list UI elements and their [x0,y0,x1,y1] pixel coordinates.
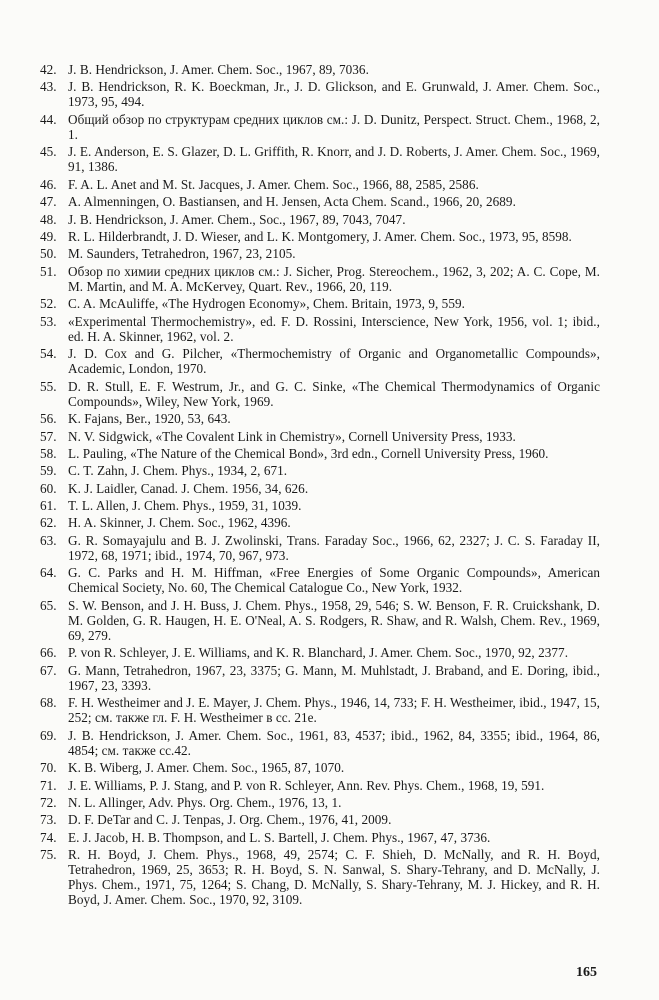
reference-text: S. W. Benson, and J. H. Buss, J. Chem. Phys., 1958, 29, 546; S. W. Benson, F. R. Cruickshank, D. M. Golden, G. R. Haugen, H. E. O'Neal, A. S. Rodgers, R. Shaw, and R. Walsh, Chem. Rev., 1969, 69, 279. [68,597,600,644]
reference-number: 50. [40,246,57,262]
reference-text: J. D. Cox and G. Pilcher, «Thermochemistry of Organic and Organometallic Compounds», Academic, London, 1970. [68,346,600,377]
reference-item [36,411,600,426]
reference-item [36,695,600,725]
reference-number: 59. [40,463,57,479]
reference-number: 69. [40,727,57,743]
reference-item [36,194,600,209]
reference-item [36,229,600,244]
reference-item [36,760,600,775]
reference-number: 62. [40,515,57,531]
reference-number: 74. [40,829,57,845]
reference-text: D. F. DeTar and C. J. Tenpas, J. Org. Chem., 1976, 41, 2009. [68,812,392,828]
reference-text: H. A. Skinner, J. Chem. Soc., 1962, 4396. [68,515,291,531]
reference-item [36,728,600,758]
reference-text: J. B. Hendrickson, J. Amer. Chem. Soc., 1961, 83, 4537; ibid., 1962, 84, 3355; ibid., 1964, 86, 4854; см. также сс.42. [68,727,600,758]
reference-item [36,264,600,294]
reference-number: 45. [40,144,57,160]
reference-number: 51. [40,263,57,279]
reference-number: 64. [40,565,57,581]
reference-number: 48. [40,211,57,227]
reference-number: 49. [40,229,57,245]
reference-item [36,379,600,409]
reference-item [36,177,600,192]
reference-text: F. H. Westheimer and J. E. Mayer, J. Chem. Phys., 1946, 14, 733; F. H. Westheimer, ibid., 1947, 15, 252; см. также гл. F. H. Westheimer в сс. 21е. [68,695,600,726]
reference-number: 68. [40,695,57,711]
reference-number: 57. [40,428,57,444]
reference-text: J. B. Hendrickson, J. Amer. Chem. Soc., 1967, 89, 7036. [68,62,369,77]
reference-number: 66. [40,645,57,661]
reference-text: J. B. Hendrickson, J. Amer. Chem., Soc., 1967, 89, 7043, 7047. [68,211,406,227]
reference-number: 53. [40,313,57,329]
reference-number: 46. [40,176,57,192]
reference-number: 60. [40,480,57,496]
reference-item [36,463,600,478]
reference-number: 43. [40,79,57,95]
reference-item [36,812,600,827]
reference-item [36,446,600,461]
reference-number: 52. [40,296,57,312]
reference-text: «Experimental Thermochemistry», ed. F. D. Rossini, Interscience, New York, 1956, vol. 1; ibid., ed. H. A. Skinner, 1962, vol. 2. [68,313,600,344]
reference-text: R. H. Boyd, J. Chem. Phys., 1968, 49, 2574; C. F. Shieh, D. McNally, and R. H. Boyd, Tetrahedron, 1969, 25, 3653; R. H. Boyd, S. N. Sanwal, S. Shary-Tehrany, and D. McNally, J. Phys. Chem., 1971, 75, 1264; S. Chang, D. McNally, S. Shary-Tehrany, M. J. Hickey, and R. H. Boyd, J. Amer. Chem. Soc., 1970, 92, 3109. [68,847,600,908]
reference-item [36,429,600,444]
reference-number: 58. [40,445,57,461]
reference-item [36,296,600,311]
reference-text: Обзор по химии средних циклов см.: J. Sicher, Prog. Stereochem., 1962, 3, 202; A. C. Cope, M. M. Martin, and M. A. McKervey, Quart. Rev., 1966, 20, 119. [68,263,600,294]
reference-text: C. A. McAuliffe, «The Hydrogen Economy», Chem. Britain, 1973, 9, 559. [68,296,465,312]
reference-text: T. L. Allen, J. Chem. Phys., 1959, 31, 1039. [68,498,302,514]
reference-item [36,795,600,810]
reference-text: N. L. Allinger, Adv. Phys. Org. Chem., 1976, 13, 1. [68,795,342,811]
reference-item [36,830,600,845]
reference-text: P. von R. Schleyer, J. E. Williams, and K. R. Blanchard, J. Amer. Chem. Soc., 1970, 92, 2377. [68,645,569,661]
reference-number: 56. [40,411,57,427]
reference-number: 42. [40,62,57,77]
reference-text: L. Pauling, «The Nature of the Chemical Bond», 3rd edn., Cornell University Press, 1960. [68,445,549,461]
reference-number: 63. [40,532,57,548]
reference-item [36,144,600,174]
reference-item [36,314,600,344]
reference-text: J. B. Hendrickson, R. K. Boeckman, Jr., J. D. Glickson, and E. Grunwald, J. Amer. Chem. Soc., 1973, 95, 494. [68,79,600,110]
reference-item [36,498,600,513]
reference-item [36,533,600,563]
reference-number: 44. [40,111,57,127]
reference-item [36,79,600,109]
reference-text: C. T. Zahn, J. Chem. Phys., 1934, 2, 671. [68,463,288,479]
reference-item [36,112,600,142]
reference-item [36,346,600,376]
reference-number: 71. [40,777,57,793]
reference-number: 55. [40,378,57,394]
reference-text: G. R. Somayajulu and B. J. Zwolinski, Trans. Faraday Soc., 1966, 62, 2327; J. C. S. Faraday II, 1972, 68, 1971; ibid., 1974, 70, 967, 973. [68,532,600,563]
reference-text: J. E. Anderson, E. S. Glazer, D. L. Griffith, R. Knorr, and J. D. Roberts, J. Amer. Chem. Soc., 1969, 91, 1386. [68,144,600,175]
reference-item [36,481,600,496]
reference-item [36,565,600,595]
reference-text: N. V. Sidgwick, «The Covalent Link in Chemistry», Cornell University Press, 1933. [68,428,516,444]
reference-number: 54. [40,346,57,362]
reference-text: R. L. Hilderbrandt, J. D. Wieser, and L. K. Montgomery, J. Amer. Chem. Soc., 1973, 95, 8598. [68,229,572,245]
reference-item [36,645,600,660]
reference-number: 72. [40,795,57,811]
reference-item [36,598,600,643]
reference-number: 67. [40,662,57,678]
reference-text: Общий обзор по структурам средних циклов см.: J. D. Dunitz, Perspect. Struct. Chem., 1968, 2, 1. [68,111,600,142]
reference-item [36,778,600,793]
reference-number: 65. [40,597,57,613]
reference-text: K. J. Laidler, Canad. J. Chem. 1956, 34, 626. [68,480,309,496]
reference-number: 47. [40,194,57,210]
reference-item [36,212,600,227]
reference-item [36,847,600,907]
reference-item [36,515,600,530]
reference-item [36,663,600,693]
reference-text: K. Fajans, Ber., 1920, 53, 643. [68,411,231,427]
reference-number: 70. [40,760,57,776]
page-number: 165 [576,965,597,980]
reference-number: 73. [40,812,57,828]
reference-text: K. B. Wiberg, J. Amer. Chem. Soc., 1965, 87, 1070. [68,760,345,776]
reference-text: G. Mann, Tetrahedron, 1967, 23, 3375; G. Mann, M. Muhlstadt, J. Braband, and E. Doring, ibid., 1967, 23, 3393. [68,662,600,693]
reference-item [36,246,600,261]
reference-number: 75. [40,847,57,863]
reference-number: 61. [40,498,57,514]
reference-text: G. C. Parks and H. M. Hiffman, «Free Energies of Some Organic Compounds», American Chemical Society, No. 60, The Chemical Catalogue Co., New York, 1932. [68,565,600,596]
reference-text: M. Saunders, Tetrahedron, 1967, 23, 2105. [68,246,296,262]
reference-text: F. A. L. Anet and M. St. Jacques, J. Amer. Chem. Soc., 1966, 88, 2585, 2586. [68,176,479,192]
reference-text: D. R. Stull, E. F. Westrum, Jr., and G. C. Sinke, «The Chemical Thermodynamics of Organic Compounds», Wiley, New York, 1969. [68,378,600,409]
reference-text: J. E. Williams, P. J. Stang, and P. von R. Schleyer, Ann. Rev. Phys. Chem., 1968, 19, 591. [68,777,545,793]
reference-list [36,62,600,910]
reference-text: E. J. Jacob, H. B. Thompson, and L. S. Bartell, J. Chem. Phys., 1967, 47, 3736. [68,829,491,845]
reference-item [36,62,600,77]
reference-text: A. Almenningen, O. Bastiansen, and H. Jensen, Acta Chem. Scand., 1966, 20, 2689. [68,194,516,210]
